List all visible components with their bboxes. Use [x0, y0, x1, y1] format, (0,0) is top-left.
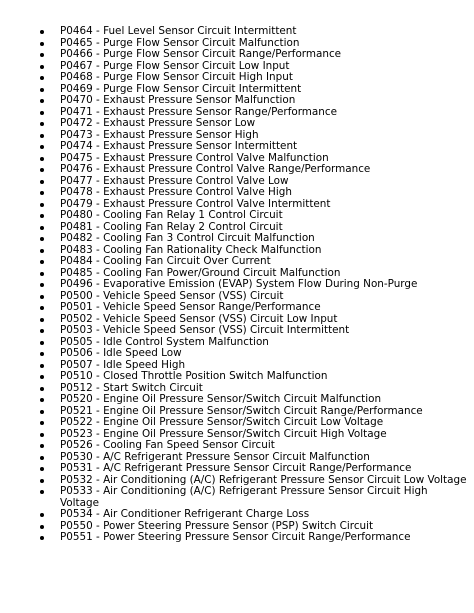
code-text: P0473 - Exhaust Pressure Sensor High [60, 128, 259, 141]
bullet-icon [40, 237, 44, 241]
bullet-icon [40, 410, 44, 414]
code-text: P0521 - Engine Oil Pressure Sensor/Switch Circuit Range/Performance [60, 404, 423, 417]
code-text: P0503 - Vehicle Speed Sensor (VSS) Circuit Intermittent [60, 324, 350, 336]
code-text: P0474 - Exhaust Pressure Sensor Intermittent [60, 140, 298, 152]
code-text: P0467 - Purge Flow Sensor Circuit Low Input [60, 59, 290, 72]
code-text: P0507 - Idle Speed High [60, 358, 186, 371]
bullet-icon [40, 364, 44, 368]
code-text: P0520 - Engine Oil Pressure Sensor/Switch Circuit Malfunction [60, 393, 382, 405]
bullet-icon [40, 272, 44, 276]
bullet-icon [40, 214, 44, 218]
bullet-icon [40, 249, 44, 253]
bullet-icon [40, 375, 44, 379]
bullet-icon [40, 283, 44, 287]
bullet-icon [40, 191, 44, 195]
code-text: P0472 - Exhaust Pressure Sensor Low [60, 117, 256, 129]
bullet-icon [40, 122, 44, 126]
code-text: P0505 - Idle Control System Malfunction [60, 335, 269, 348]
bullet-icon [40, 513, 44, 517]
bullet-icon [40, 53, 44, 57]
code-text: P0485 - Cooling Fan Power/Ground Circuit Malfunction [60, 266, 341, 279]
list-item [40, 532, 474, 544]
code-text: P0470 - Exhaust Pressure Sensor Malfunction [60, 94, 296, 106]
bullet-icon [40, 203, 44, 207]
code-text: P0475 - Exhaust Pressure Control Valve Malfunction [60, 151, 329, 164]
bullet-icon [40, 168, 44, 172]
code-text: P0465 - Purge Flow Sensor Circuit Malfunction [60, 36, 300, 49]
code-text: P0481 - Cooling Fan Relay 2 Control Circuit [60, 220, 283, 233]
code-text: P0506 - Idle Speed Low [60, 347, 182, 359]
bullet-icon [40, 525, 44, 529]
bullet-icon [40, 99, 44, 103]
code-text: P0484 - Cooling Fan Circuit Over Current [60, 255, 271, 267]
bullet-icon [40, 536, 44, 540]
bullet-icon [40, 444, 44, 448]
code-text: P0522 - Engine Oil Pressure Sensor/Switch Circuit Low Voltage [60, 416, 384, 428]
code-text: P0476 - Exhaust Pressure Control Valve Range/Performance [60, 163, 371, 175]
code-text: P0531 - A/C Refrigerant Pressure Sensor Circuit Range/Performance [60, 462, 412, 474]
bullet-icon [40, 260, 44, 264]
bullet-icon [40, 76, 44, 80]
bullet-icon [40, 456, 44, 460]
code-text: P0510 - Closed Throttle Position Switch Malfunction [60, 370, 328, 382]
code-text: P0501 - Vehicle Speed Sensor Range/Performance [60, 301, 321, 313]
bullet-icon [40, 30, 44, 34]
bullet-icon [40, 398, 44, 402]
bullet-icon [40, 479, 44, 483]
bullet-icon [40, 306, 44, 310]
bullet-icon [40, 421, 44, 425]
code-text: P0477 - Exhaust Pressure Control Valve Low [60, 174, 289, 187]
code-text: P0471 - Exhaust Pressure Sensor Range/Performance [60, 105, 337, 118]
bullet-icon [40, 318, 44, 322]
code-text: P0466 - Purge Flow Sensor Circuit Range/Performance [60, 48, 342, 60]
bullet-icon [40, 42, 44, 46]
bullet-icon [40, 226, 44, 230]
bullet-icon [40, 111, 44, 115]
bullet-icon [40, 295, 44, 299]
bullet-icon [40, 467, 44, 471]
code-text: P0478 - Exhaust Pressure Control Valve High [60, 186, 292, 198]
bullet-icon [40, 387, 44, 391]
bullet-icon [40, 490, 44, 494]
code-text: P0534 - Air Conditioner Refrigerant Charge Loss [60, 508, 310, 520]
code-text: P0512 - Start Switch Circuit [60, 381, 203, 394]
bullet-icon [40, 433, 44, 437]
bullet-icon [40, 341, 44, 345]
bullet-icon [40, 65, 44, 69]
code-text: P0482 - Cooling Fan 3 Control Circuit Malfunction [60, 232, 315, 244]
list-item [40, 486, 430, 509]
code-text: P0550 - Power Steering Pressure Sensor (PSP) Switch Circuit [60, 519, 374, 532]
code-text: P0530 - A/C Refrigerant Pressure Sensor Circuit Malfunction [60, 450, 370, 463]
code-text: P0502 - Vehicle Speed Sensor (VSS) Circuit Low Input [60, 312, 338, 325]
code-text: P0479 - Exhaust Pressure Control Valve Intermittent [60, 197, 331, 210]
code-text: P0523 - Engine Oil Pressure Sensor/Switch Circuit High Voltage [60, 427, 387, 440]
code-text: P0551 - Power Steering Pressure Sensor Circuit Range/Performance [60, 531, 411, 543]
bullet-icon [40, 134, 44, 138]
code-text: P0496 - Evaporative Emission (EVAP) System Flow During Non-Purge [60, 278, 418, 290]
bullet-icon [40, 329, 44, 333]
bullet-icon [40, 180, 44, 184]
code-text: P0533 - Air Conditioning (A/C) Refrigerant Pressure Sensor Circuit High Voltage [60, 485, 428, 509]
trouble-code-list [0, 26, 474, 544]
code-text: P0480 - Cooling Fan Relay 1 Control Circuit [60, 209, 283, 221]
code-text: P0483 - Cooling Fan Rationality Check Malfunction [60, 243, 322, 256]
code-text: P0500 - Vehicle Speed Sensor (VSS) Circuit [60, 289, 284, 302]
bullet-icon [40, 88, 44, 92]
code-text: P0526 - Cooling Fan Speed Sensor Circuit [60, 439, 275, 451]
code-text: P0468 - Purge Flow Sensor Circuit High Input [60, 71, 293, 83]
code-text: P0532 - Air Conditioning (A/C) Refrigerant Pressure Sensor Circuit Low Voltage [60, 473, 467, 486]
code-text: P0464 - Fuel Level Sensor Circuit Intermittent [60, 25, 297, 37]
bullet-icon [40, 145, 44, 149]
bullet-icon [40, 157, 44, 161]
bullet-icon [40, 352, 44, 356]
code-text: P0469 - Purge Flow Sensor Circuit Intermittent [60, 82, 302, 95]
